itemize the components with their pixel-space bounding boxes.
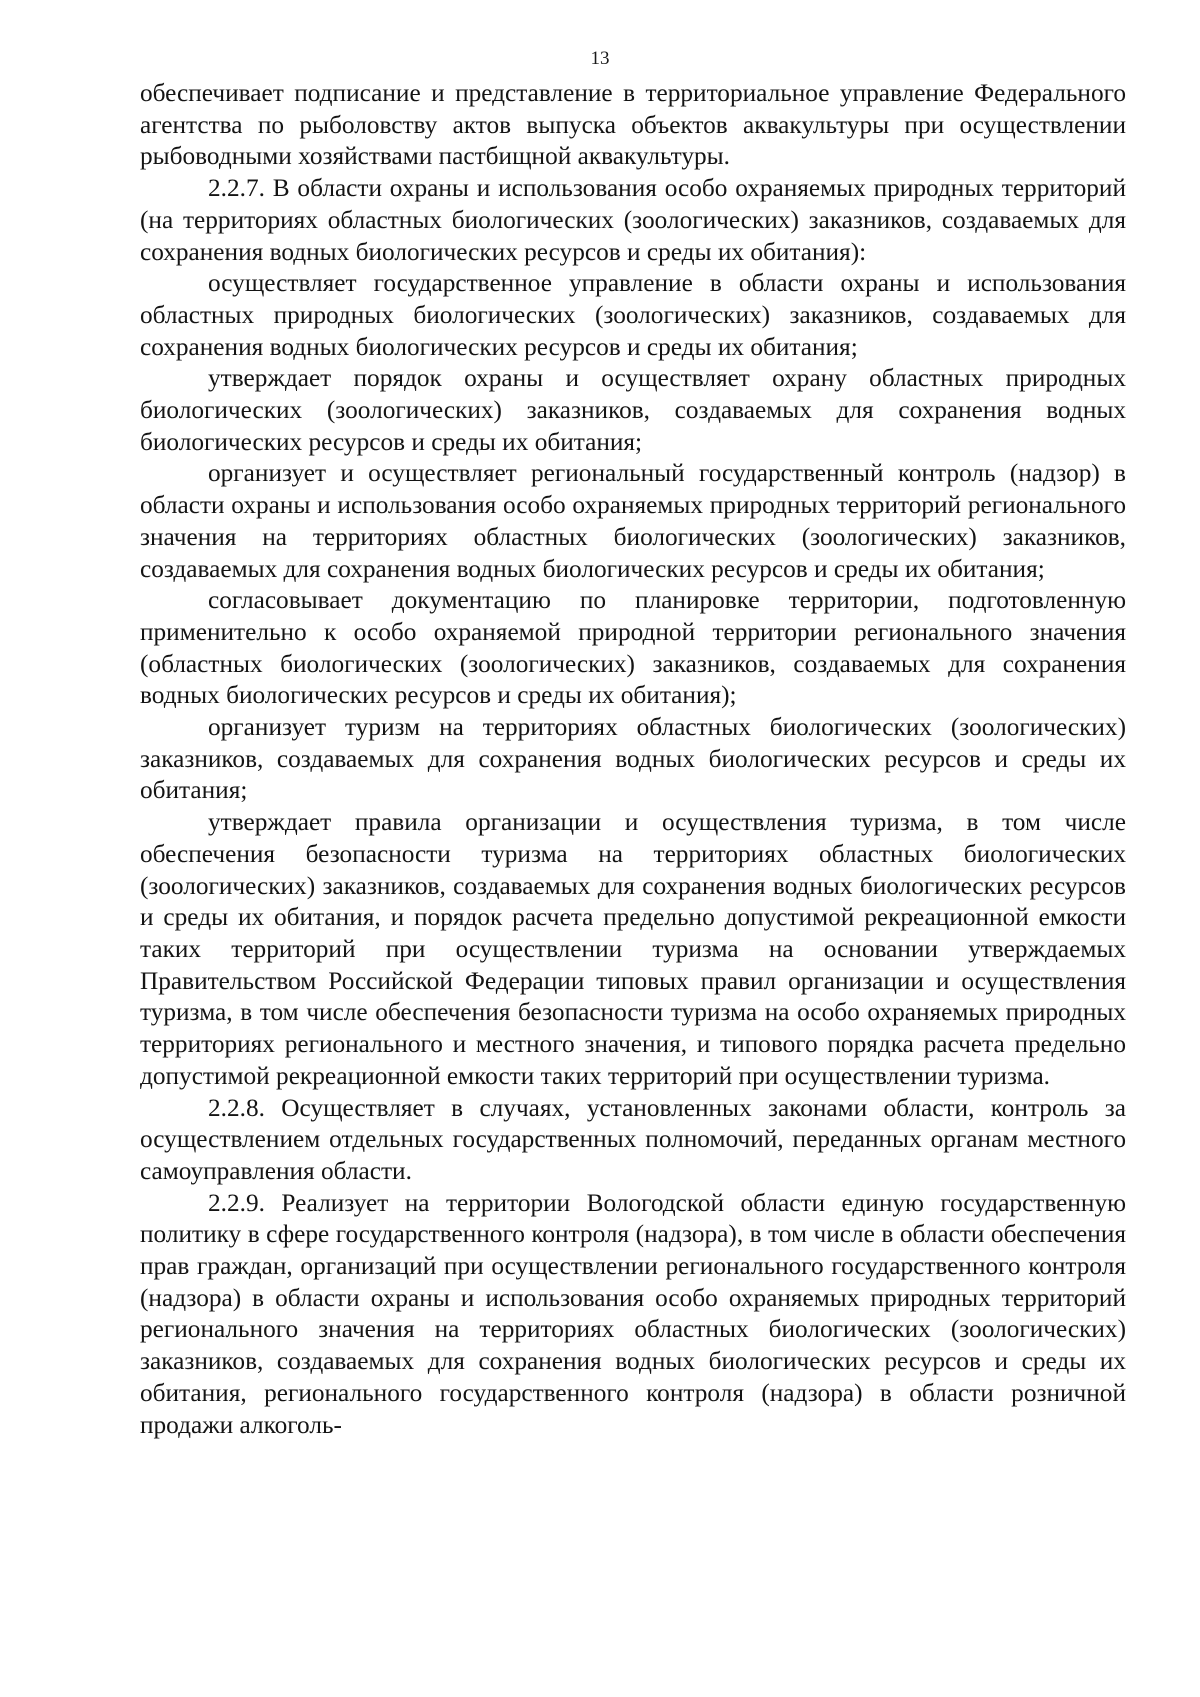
paragraph: утверждает правила организации и осуществления туризма, в том числе обеспечения безопасности туризма на территориях областных биологических (зоологических) заказников, создаваемых для сохранения водных биологических ресурсов и среды их обитания, и порядок расчета предельно допустимой рекреационной емкости таких территорий при осуществлении туризма на основании утверждаемых Правительством Российской Федерации типовых правил организации и осуществления туризма, в том числе обеспечения безопасности туризма на особо охраняемых природных территориях регионального и местного значения, и типового порядка расчета предельно допустимой рекреационной емкости таких территорий при осуществлении туризма. [140,808,1126,1090]
paragraph: организует туризм на территориях областных биологических (зоологических) заказников, создаваемых для сохранения водных биологических ресурсов и среды их обитания; [140,713,1126,805]
paragraph: 2.2.8. Осуществляет в случаях, установленных законами области, контроль за осуществлением отдельных государственных полномочий, переданных органам местного самоуправления области. [140,1093,1126,1185]
paragraph: обеспечивает подписание и представление в территориальное управление Федерального агентства по рыболовству актов выпуска объектов аквакультуры при осуществлении рыбоводными хозяйствами пастбищной аквакультуры. [140,79,1126,171]
document-body [140,78,1126,1441]
paragraph: осуществляет государственное управление в области охраны и использования областных природных биологических (зоологических) заказников, создаваемых для сохранения водных биологических ресурсов и среды их обитания; [140,269,1126,361]
paragraph: организует и осуществляет региональный государственный контроль (надзор) в области охраны и использования особо охраняемых природных территорий регионального значения на территориях областных биологических (зоологических) заказников, создаваемых для сохранения водных биологических ресурсов и среды их обитания; [140,459,1126,583]
paragraph: утверждает порядок охраны и осуществляет охрану областных природных биологических (зоологических) заказников, создаваемых для сохранения водных биологических ресурсов и среды их обитания; [140,364,1126,456]
scan-artifact-top [1058,0,1059,18]
paragraph: 2.2.9. Реализует на территории Вологодской области единую государственную политику в сфере государственного контроля (надзора), в том числе в области обеспечения прав граждан, организаций при осуществлении регионального государственного контроля (надзора) в области охраны и использования особо охраняемых природных территорий регионального значения на территориях областных биологических (зоологических) заказников, создаваемых для сохранения водных биологических ресурсов и среды их обитания, регионального государственного контроля (надзора) в области розничной продажи алкоголь- [140,1188,1126,1439]
paragraph: 2.2.7. В области охраны и использования особо охраняемых природных территорий (на территориях областных биологических (зоологических) заказников, создаваемых для сохранения водных биологических ресурсов и среды их обитания): [140,174,1126,266]
paragraph: согласовывает документацию по планировке территории, подготовленную применительно к особо охраняемой природной территории регионального значения (областных биологических (зоологических) заказников, создаваемых для сохранения водных биологических ресурсов и среды их обитания); [140,586,1126,710]
page-number: 13 [590,48,610,69]
